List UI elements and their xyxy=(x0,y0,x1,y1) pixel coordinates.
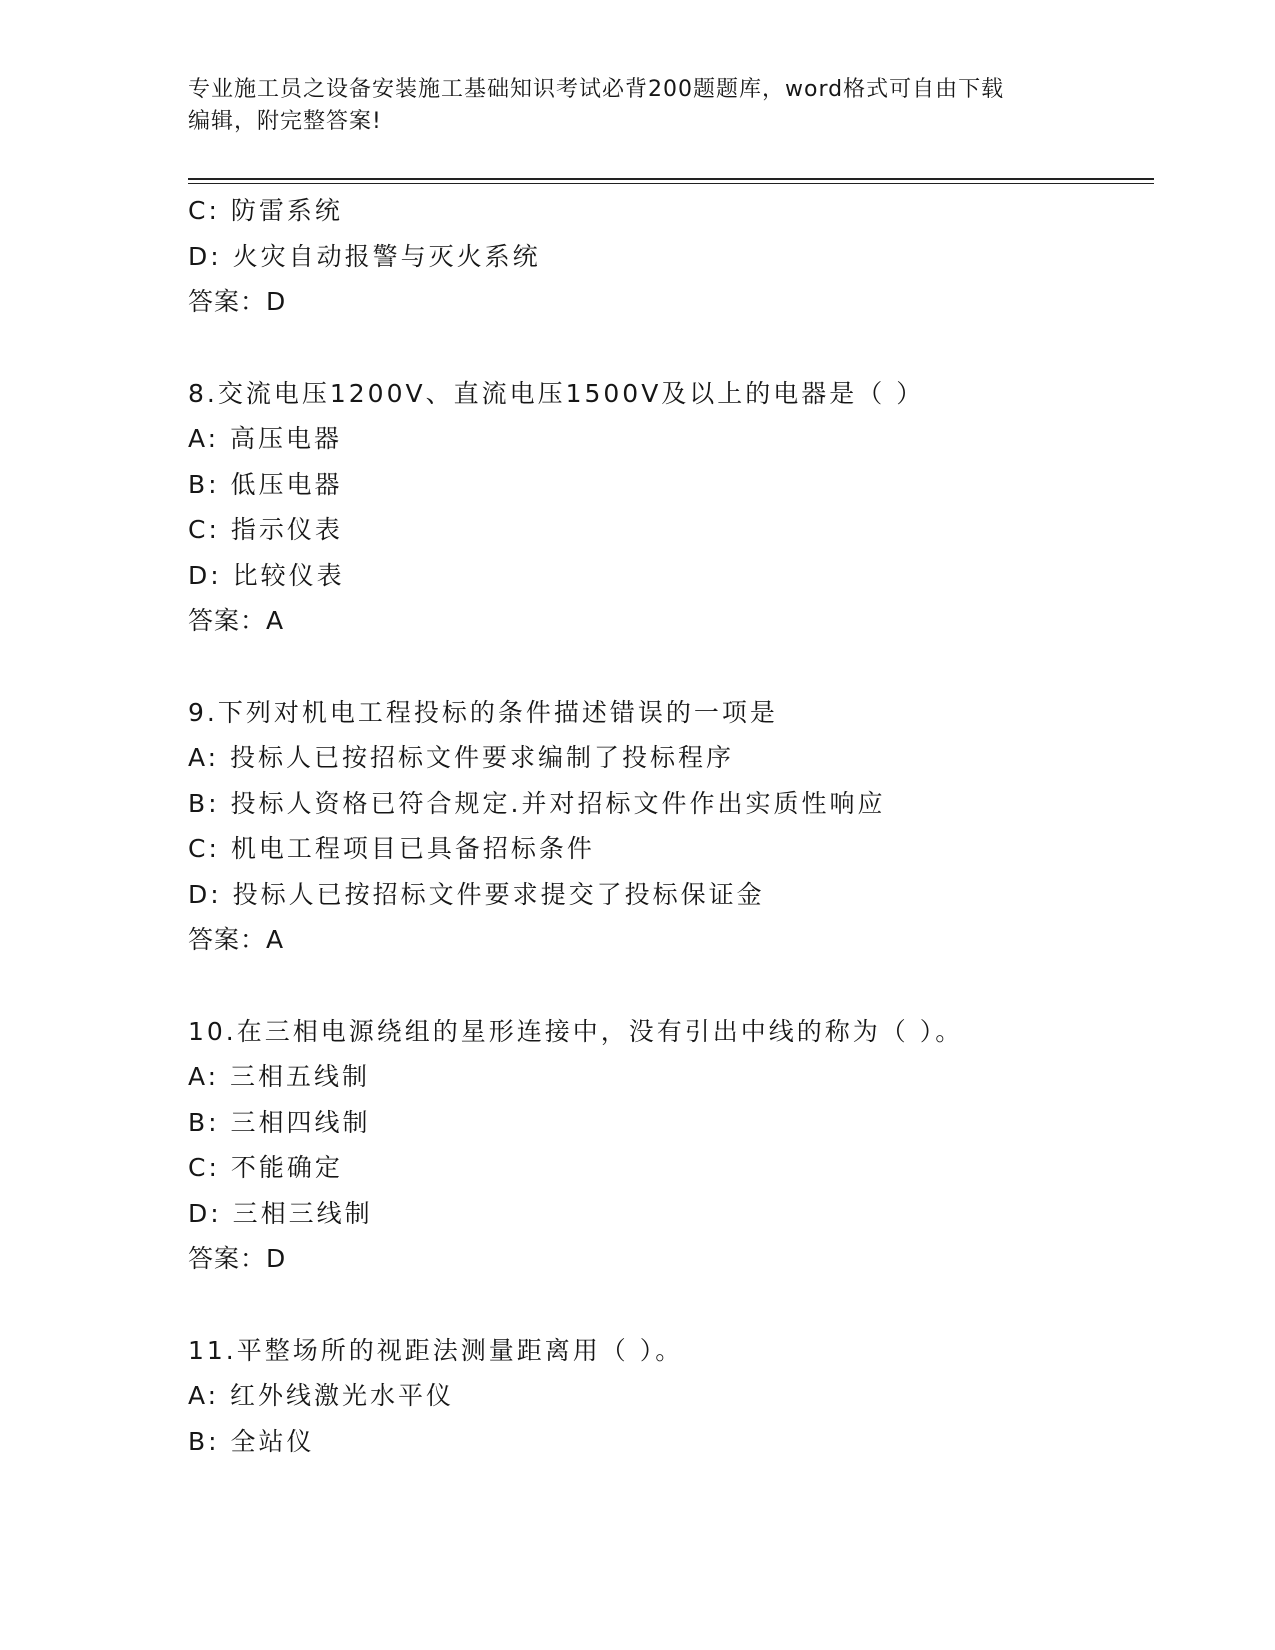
option-b: B: 投标人资格已符合规定.并对招标文件作出实质性响应 xyxy=(188,788,886,818)
document-header xyxy=(188,74,1088,138)
option-a: A: 投标人已按招标文件要求编制了投标程序 xyxy=(188,743,735,772)
spacer xyxy=(188,325,1154,371)
spacer xyxy=(188,1282,1154,1328)
option-c: C: 机电工程项目已具备招标条件 xyxy=(188,834,595,863)
option-d: D: 比较仪表 xyxy=(188,560,345,590)
question-stem: 9.下列对机电工程投标的条件描述错误的一项是 xyxy=(188,697,778,727)
option-a: A: 高压电器 xyxy=(188,424,343,453)
header-line-2: 编辑，附完整答案! xyxy=(188,109,382,134)
option-d: D: 三相三线制 xyxy=(188,1198,373,1228)
spacer xyxy=(188,963,1154,1009)
question-stem: 8.交流电压1200V、直流电压1500V及以上的电器是（ ） xyxy=(188,378,925,408)
option-b: B: 低压电器 xyxy=(188,469,343,499)
question-list xyxy=(188,188,1154,1464)
answer-line: 答案：D xyxy=(188,287,287,316)
option-c: C: 防雷系统 xyxy=(188,196,343,225)
answer-line: 答案：A xyxy=(188,925,285,954)
spacer xyxy=(188,644,1154,690)
option-b: B: 三相四线制 xyxy=(188,1107,371,1137)
option-c: C: 指示仪表 xyxy=(188,515,343,544)
answer-line: 答案：A xyxy=(188,606,285,635)
option-d: D: 火灾自动报警与灭火系统 xyxy=(188,241,541,271)
option-d: D: 投标人已按招标文件要求提交了投标保证金 xyxy=(188,879,765,909)
question-stem: 10.在三相电源绕组的星形连接中，没有引出中线的称为（ ）。 xyxy=(188,1016,964,1046)
option-a: A: 三相五线制 xyxy=(188,1062,371,1091)
header-line-1: 专业施工员之设备安装施工基础知识考试必背200题题库，word格式可自由下载 xyxy=(188,77,1005,102)
option-c: C: 不能确定 xyxy=(188,1153,343,1182)
option-b: B: 全站仪 xyxy=(188,1426,315,1456)
question-stem: 11.平整场所的视距法测量距离用（ ）。 xyxy=(188,1335,684,1365)
answer-line: 答案：D xyxy=(188,1244,287,1273)
option-a: A: 红外线激光水平仪 xyxy=(188,1381,455,1410)
header-divider xyxy=(188,178,1154,180)
header-divider-thin xyxy=(188,183,1154,184)
